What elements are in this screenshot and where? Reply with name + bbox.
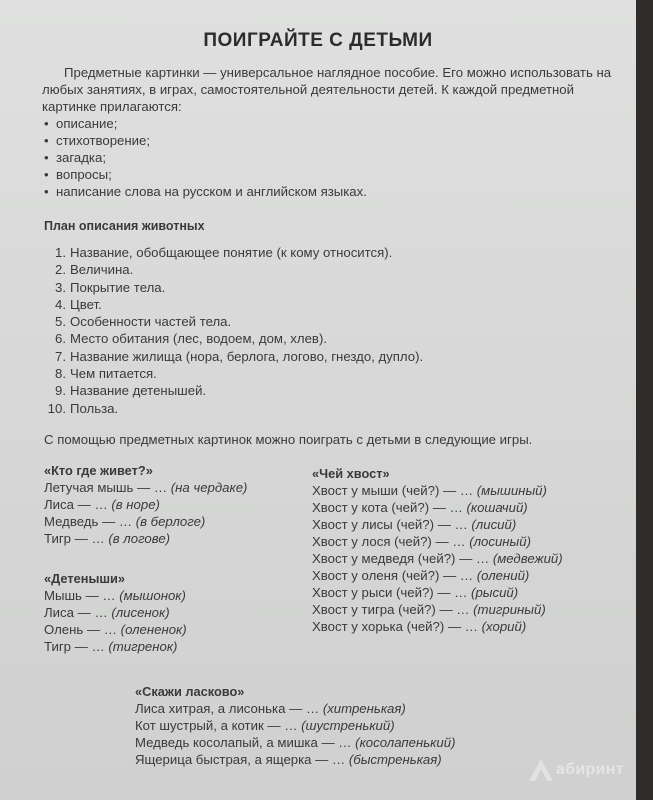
intro-paragraph: Предметные картинки — универсальное наглядное пособие. Его можно использовать на любых занятиях, в играх, самостоятельной деятельности детей. К каждой предметной картинке прилагаются: <box>42 65 612 114</box>
game-title: «Детеныши» <box>44 571 126 586</box>
game-babies <box>44 570 187 655</box>
labirint-watermark <box>528 758 624 782</box>
labirint-logo-icon <box>528 758 554 782</box>
game-line: Летучая мышь — … (на чердаке) <box>44 480 248 495</box>
watermark-text: абиринт <box>556 761 624 779</box>
game-line: Хвост у оленя (чей?) — … (олений) <box>312 568 530 583</box>
game-say-kindly <box>135 683 455 768</box>
list-item: • вопросы; <box>44 166 604 183</box>
plan-item: 3. Покрытие тела. <box>55 279 166 295</box>
game-line: Хвост у тигра (чей?) — … (тигриный) <box>312 602 546 617</box>
plan-item: 2. Величина. <box>55 262 134 278</box>
plan-item: 10. Польза. <box>47 400 119 416</box>
plan-item: 9. Название детенышей. <box>55 383 207 399</box>
plan-item: 1. Название, обобщающее понятие (к кому относится). <box>55 245 393 260</box>
game-title: «Чей хвост» <box>312 466 390 481</box>
game-line: Хвост у кота (чей?) — … (кошачий) <box>312 500 528 515</box>
attachment-list <box>44 115 604 200</box>
game-line: Медведь — … (в берлоге) <box>44 514 206 529</box>
game-line: Лиса — … (лисенок) <box>44 605 170 620</box>
plan-heading: План описания животных <box>44 219 205 233</box>
game-line: Тигр — … (в логове) <box>44 531 171 546</box>
game-title: «Кто где живет?» <box>44 463 153 478</box>
plan-item: 4. Цвет. <box>55 296 102 312</box>
plan-item: 7. Название жилища (нора, берлога, логово, гнездо, дупло). <box>55 348 424 364</box>
game-line: Хвост у мыши (чей?) — … (мышиный) <box>312 483 547 498</box>
game-line: Хвост у лисы (чей?) — … (лисий) <box>312 517 517 532</box>
game-line: Мышь — … (мышонок) <box>44 588 186 603</box>
games-intro: С помощью предметных картинок можно поиграть с детьми в следующие игры. <box>44 432 533 447</box>
plan-item: 8. Чем питается. <box>55 366 157 382</box>
game-line: Лиса — … (в норе) <box>44 497 160 512</box>
animal-description-plan <box>44 244 604 417</box>
game-line: Хвост у медведя (чей?) — … (медвежий) <box>312 551 563 566</box>
game-line: Ящерица быстрая, а ящерка — … (быстренькая) <box>135 752 442 767</box>
game-line: Лиса хитрая, а лисонька — … (хитренькая) <box>135 701 406 716</box>
game-line: Хвост у лося (чей?) — … (лосиный) <box>312 534 531 549</box>
page-title: ПОИГРАЙТЕ С ДЕТЬМИ <box>203 30 433 51</box>
list-item: • загадка; <box>44 149 604 166</box>
game-line: Кот шустрый, а котик — … (шустренький) <box>135 718 395 733</box>
plan-item: 6. Место обитания (лес, водоем, дом, хлев). <box>55 331 327 347</box>
plan-item: 5. Особенности частей тела. <box>55 314 232 330</box>
game-line: Хвост у рыси (чей?) — … (рысий) <box>312 585 519 600</box>
game-whose-tail <box>312 465 563 635</box>
game-title: «Скажи ласково» <box>135 684 245 699</box>
list-item: • описание; <box>44 115 604 132</box>
game-who-lives-where <box>44 462 247 547</box>
list-item: • стихотворение; <box>44 132 604 149</box>
game-line: Тигр — … (тигренок) <box>44 639 178 654</box>
list-item: • написание слова на русском и английском языках. <box>44 183 604 200</box>
game-line: Олень — … (олененок) <box>44 622 187 637</box>
game-line: Хвост у хорька (чей?) — … (хорий) <box>312 619 527 634</box>
game-line: Медведь косолапый, а мишка — … (косолапенький) <box>135 735 456 750</box>
